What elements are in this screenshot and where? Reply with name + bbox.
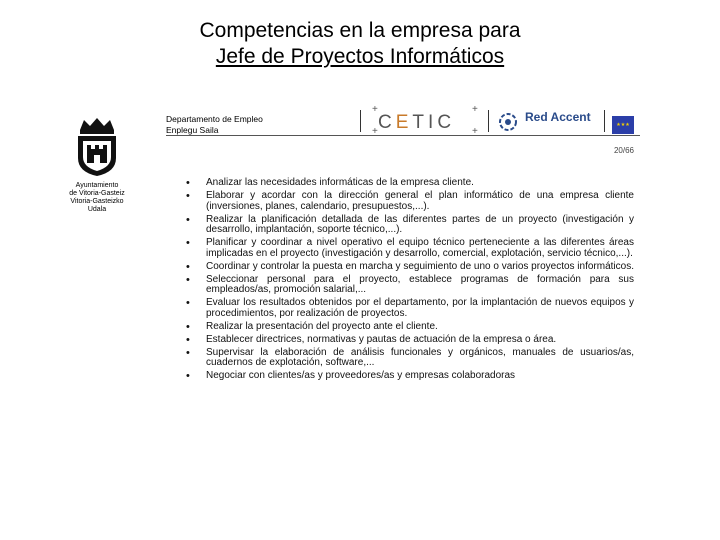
seal-text-line: Vitoria-Gasteizko — [70, 198, 124, 205]
list-item: • Elaborar y acordar con la dirección general el plan informático de una empresa cliente (inversiones, planes, calendario, presupuestos,...). — [182, 191, 634, 212]
page-number: 20/66 — [613, 146, 634, 155]
list-item: • Realizar la presentación del proyecto ante el cliente. — [182, 322, 634, 333]
list-item: • Establecer directrices, normativas y pautas de actuación de la empresa o área. — [182, 335, 634, 346]
department-name: Departamento de Empleo — [166, 114, 263, 124]
slide-title — [0, 18, 720, 70]
logo-letter: C — [378, 112, 396, 133]
red-accent-logo: Red Accent — [525, 110, 591, 124]
title-line-1: Competencias en la empresa para — [199, 19, 521, 42]
city-seal — [58, 116, 136, 214]
logo-letter: I — [428, 112, 438, 133]
logo-letter: E — [395, 112, 413, 133]
logo-letter: C — [437, 112, 456, 133]
list-item: • Supervisar la elaboración de análisis funcionales y orgánicos, manuales de usuarios/as, cuadernos de explotación, software,... — [182, 348, 634, 369]
red-accent-emblem-icon — [498, 112, 518, 132]
list-item: • Negociar con clientes/as y proveedores/as y empresas colaboradoras — [182, 371, 634, 382]
competencies-list — [182, 178, 634, 384]
cetic-logo — [378, 112, 455, 134]
list-item: • Seleccionar personal para el proyecto, establece programas de formación para sus empleados/as, promoción salarial,... — [182, 275, 634, 296]
coat-of-arms-icon — [68, 116, 126, 178]
seal-text-line: de Vitoria-Gasteiz — [69, 190, 125, 197]
seal-text-line: Ayuntamiento — [75, 182, 119, 189]
department-header — [166, 114, 263, 136]
list-item: • Analizar las necesidades informáticas de la empresa cliente. — [182, 178, 634, 189]
title-line-2: Jefe de Proyectos Informáticos — [215, 45, 505, 68]
list-item: • Planificar y coordinar a nivel operativo el equipo técnico perteneciente a las diferentes áreas implicadas en el proyecto (investigación y desarrollo, comercial, explotación, servicio técnico,...). — [182, 238, 634, 259]
list-item: • Evaluar los resultados obtenidos por el departamento, por la implantación de nuevos equipos y procedimientos, por realización de proyectos. — [182, 298, 634, 319]
seal-text-line: Udala — [87, 206, 107, 213]
department-name-basque: Enplegu Saila — [166, 125, 219, 135]
partner-logos: + + CETIC + + Red Accent ★★★ — [360, 104, 640, 136]
logo-letter: T — [412, 112, 429, 133]
scanned-document — [160, 100, 640, 430]
list-item: • Coordinar y controlar la puesta en marcha y seguimiento de uno o varios proyectos informáticos. — [182, 262, 634, 273]
list-item: • Realizar la planificación detallada de las diferentes partes de un proyecto (investigación y desarrollo, implantación, soporte técnico,...). — [182, 215, 634, 236]
header-divider — [166, 135, 640, 136]
